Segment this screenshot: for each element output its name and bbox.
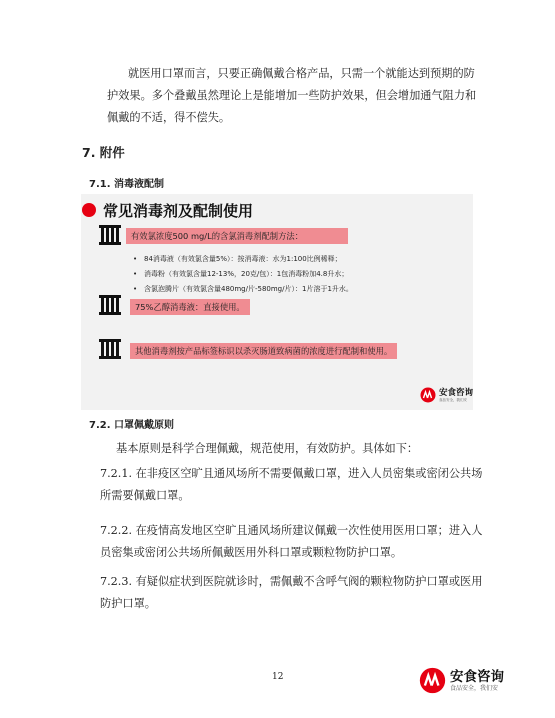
test-tube-rack-icon <box>99 225 121 245</box>
chlorine-method-header: 有效氯浓度500 mg/L的含氯消毒剂配制方法： <box>126 228 348 244</box>
red-dot-icon <box>82 203 96 217</box>
infographic-logo-text: 安食咨询 <box>439 387 474 398</box>
item-7-2-2-line-2: 员密集或密闭公共场所佩戴医用外科口罩或颗粒物防护口罩。 <box>100 546 403 559</box>
footer-logo <box>419 667 504 694</box>
item-7-2-1-line-1: 7.2.1. 在非疫区空旷且通风场所不需要佩戴口罩，进入人员密集或密闭公共场 <box>100 467 483 480</box>
section-7-heading: 7. 附件 <box>82 145 125 160</box>
footer-logo-tagline: 食品安全，我们安 <box>450 684 499 692</box>
ethanol-header: 75%乙醇消毒液：直接使用。 <box>130 299 250 315</box>
list-item: • 84消毒液（有效氯含量5%）：按消毒液：水为1:100比例稀释； <box>133 252 353 267</box>
section-7-2-heading: 7.2. 口罩佩戴原则 <box>89 420 174 431</box>
list-item: • 含氯泡腾片（有效氯含量480mg/片-580mg/片）：1片溶于1升水。 <box>133 282 353 297</box>
list-item: • 消毒粉（有效氯含量12-13%，20克/包）：1包消毒粉加4.8升水； <box>133 267 353 282</box>
infographic-logo-tagline: 食品安全，我们安 <box>439 397 467 402</box>
infographic-logo <box>420 387 473 403</box>
other-disinfectant-header: 其他消毒剂按产品标签标识以杀灭肠道致病菌的浓度进行配制和使用。 <box>130 343 397 359</box>
test-tube-rack-icon <box>99 295 121 315</box>
chlorine-method-list <box>133 252 353 297</box>
item-7-2-2-line-1: 7.2.2. 在疫情高发地区空旷且通风场所建议佩戴一次性使用医用口罩；进入人 <box>100 524 483 537</box>
infographic-title <box>81 199 253 221</box>
section-7-2-intro: 基本原则是科学合理佩戴，规范使用，有效防护。具体如下： <box>116 442 419 455</box>
intro-line-3: 佩戴的不适，得不偿失。 <box>107 111 231 124</box>
brand-logo-icon <box>419 667 446 694</box>
page-number: 12 <box>272 672 284 682</box>
item-7-2-3-line-2: 防护口罩。 <box>100 597 156 610</box>
item-7-2-3-line-1: 7.2.3. 有疑似症状到医院就诊时，需佩戴不含呼气阀的颗粒物防护口罩或医用 <box>100 575 483 588</box>
section-7-1-heading: 7.1. 消毒液配制 <box>89 179 164 190</box>
intro-line-1: 就医用口罩而言，只要正确佩戴合格产品，只需一个就能达到预期的防 <box>128 67 475 80</box>
item-7-2-1-line-2: 所需要佩戴口罩。 <box>100 489 190 502</box>
intro-line-2: 护效果。多个叠戴虽然理论上是能增加一些防护效果，但会增加通气阻力和 <box>107 89 477 102</box>
footer-logo-text: 安食咨询 <box>450 668 504 685</box>
infographic-title-text: 常见消毒剂及配制使用 <box>103 201 254 220</box>
test-tube-rack-icon <box>99 339 121 359</box>
brand-logo-icon <box>420 387 436 403</box>
